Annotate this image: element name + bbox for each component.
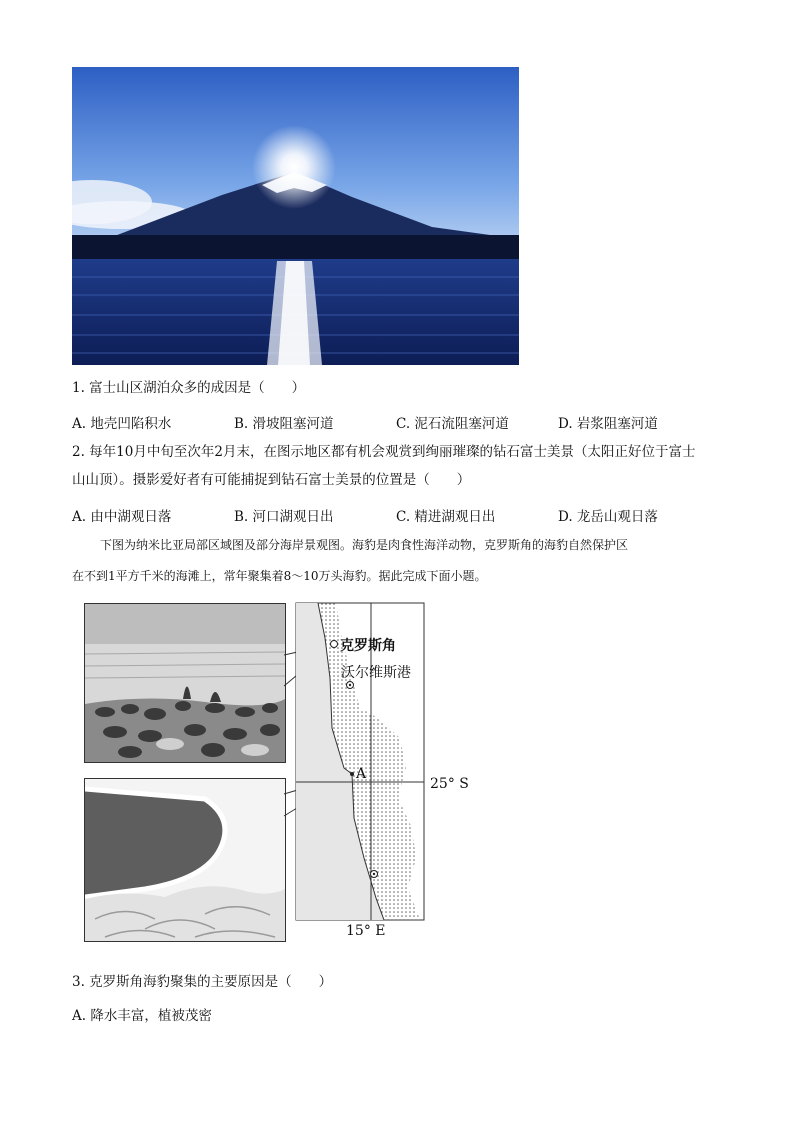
diamond-fuji-photo [72,67,519,365]
label-walvis-bay: 沃尔维斯港 [341,665,411,681]
label-longitude: 15° E [346,923,386,939]
q2-option-d[interactable]: D. 龙岳山观日落 [558,509,658,525]
q2-option-b[interactable]: B. 河口湖观日出 [234,509,334,525]
label-point-a: A [356,766,367,782]
intro-line2: 在不到1平方千米的海滩上，常年聚集着8～10万头海豹。据此完成下面小题。 [72,569,487,583]
q1-option-c[interactable]: C. 泥石流阻塞河道 [396,416,509,432]
question-1-stem: 1. 富士山区湖泊众多的成因是（ ） [72,380,306,396]
label-latitude: 25° S [430,776,469,792]
label-cape-cross: 克罗斯角 [340,638,396,654]
q2-option-c[interactable]: C. 精进湖观日出 [396,509,496,525]
q3-option-a[interactable]: A. 降水丰富，植被茂密 [72,1008,212,1024]
seal-colony-photo [84,603,286,763]
intro-line1: 下图为纳米比亚局部区域图及部分海岸景观图。海豹是肉食性海洋动物，克罗斯角的海豹自然保护区 [100,538,629,552]
desert-coast-photo [84,778,286,942]
q2-option-a[interactable]: A. 由中湖观日落 [72,509,172,525]
q1-option-a[interactable]: A. 地壳凹陷积水 [72,416,172,432]
q1-option-b[interactable]: B. 滑坡阻塞河道 [234,416,334,432]
q1-option-d[interactable]: D. 岩浆阻塞河道 [558,416,658,432]
question-2-stem-line1: 2. 每年10月中旬至次年2月末，在图示地区都有机会观赏到绚丽璀璨的钻石富士美景（太阳正好位于富士 [72,444,696,460]
question-2-stem-line2: 山山顶）。摄影爱好者有可能捕捉到钻石富士美景的位置是（ ） [72,472,471,488]
question-3-stem: 3. 克罗斯角海豹聚集的主要原因是（ ） [72,974,333,990]
